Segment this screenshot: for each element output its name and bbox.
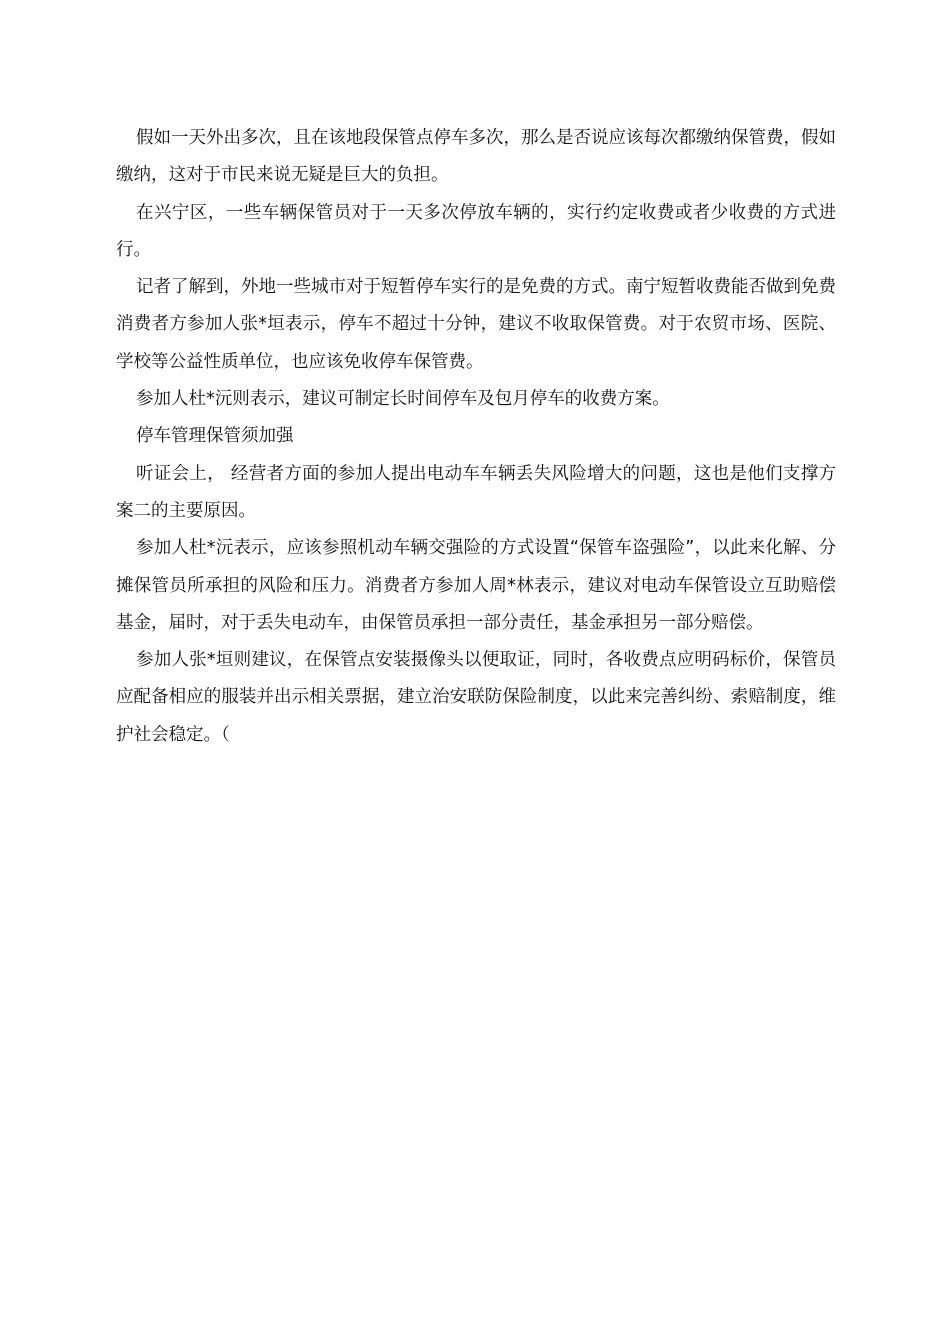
article-body <box>116 120 836 754</box>
paragraph-1: 假如一天外出多次，且在该地段保管点停车多次，那么是否说应该每次都缴纳保管费，假如缴纳，这对于市民来说无疑是巨大的负担。 <box>116 128 836 186</box>
section-heading: 停车管理保管须加强 <box>136 426 294 447</box>
paragraph-5: 听证会上， 经营者方面的参加人提出电动车车辆丢失风险增大的问题，这也是他们支撑方案二的主要原因。 <box>116 463 836 521</box>
paragraph-2: 在兴宁区，一些车辆保管员对于一天多次停放车辆的，实行约定收费或者少收费的方式进行。 <box>116 202 836 260</box>
paragraph-7: 参加人张*垣则建议，在保管点安装摄像头以便取证，同时，各收费点应明码标价，保管员应配备相应的服装并出示相关票据，建立治安联防保险制度，以此来完善纠纷、索赔制度，维护社会稳定。（ <box>116 650 836 745</box>
paragraph-4: 参加人杜*沅则表示，建议可制定长时间停车及包月停车的收费方案。 <box>136 389 670 410</box>
paragraph-3: 记者了解到，外地一些城市对于短暂停车实行的是免费的方式。南宁短暂收费能否做到免费 消费者方参加人张*垣表示，停车不超过十分钟，建议不收取保管费。对于农贸市场、医院、学校等公益性质单位，也应该免收停车保管费。 <box>116 277 836 372</box>
paragraph-6: 参加人杜*沅表示，应该参照机动车辆交强险的方式设置“保管车盗强险”，以此来化解、分摊保管员所承担的风险和压力。消费者方参加人周*林表示，建议对电动车保管设立互助赔偿基金，届时，对于丢失电动车，由保管员承担一部分责任，基金承担另一部分赔偿。 <box>116 538 836 633</box>
